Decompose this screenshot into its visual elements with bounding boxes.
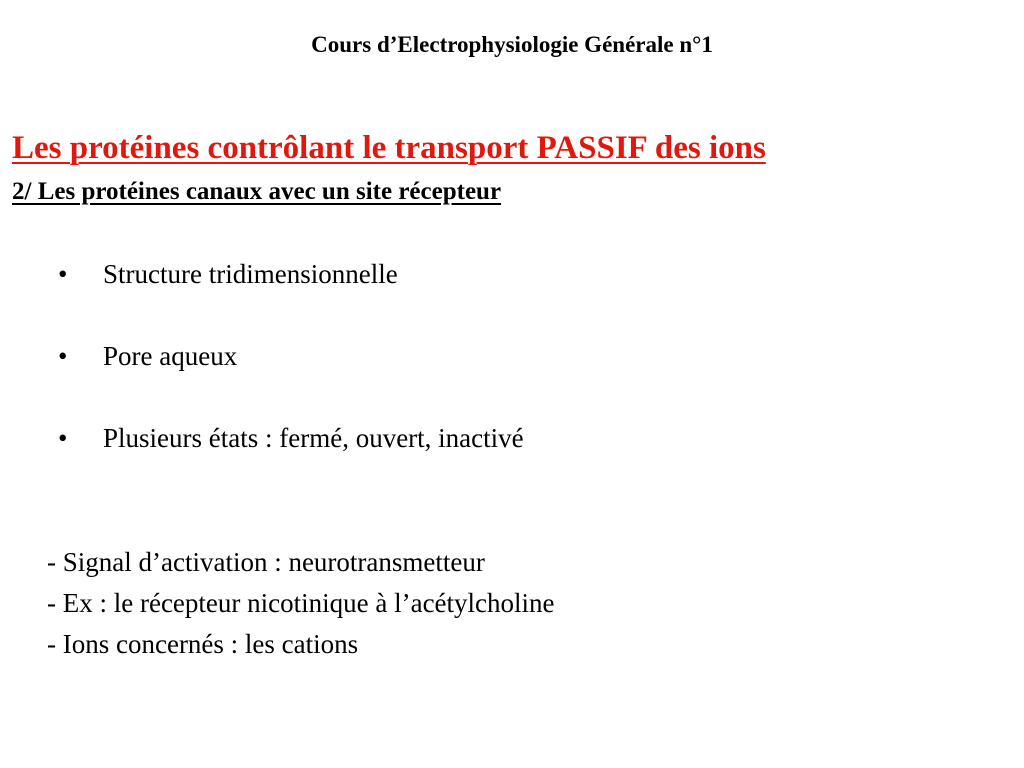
bullet-text: Plusieurs états : fermé, ouvert, inactivé <box>103 423 524 453</box>
detail-item-signal: - Signal d’activation : neurotransmetteur <box>47 547 485 577</box>
bullet-text: Pore aqueux <box>103 341 238 371</box>
subsection-title: 2/ Les protéines canaux avec un site récepteur <box>12 178 502 205</box>
bullet-marker: • <box>58 423 68 453</box>
detail-list <box>47 542 555 665</box>
bullet-marker: • <box>58 341 68 371</box>
section-title: Les protéines contrôlant le transport PASSIF des ions <box>12 130 766 166</box>
detail-item-example: - Ex : le récepteur nicotinique à l’acétylcholine <box>47 588 555 618</box>
bullet-item-pore <box>58 339 237 373</box>
bullet-item-states <box>58 421 524 455</box>
bullet-marker: • <box>58 259 68 289</box>
bullet-text: Structure tridimensionnelle <box>103 259 398 289</box>
bullet-item-structure <box>58 257 398 291</box>
course-title: Cours d’Electrophysiologie Générale n°1 <box>311 32 713 57</box>
detail-item-ions: - Ions concernés : les cations <box>47 629 359 659</box>
